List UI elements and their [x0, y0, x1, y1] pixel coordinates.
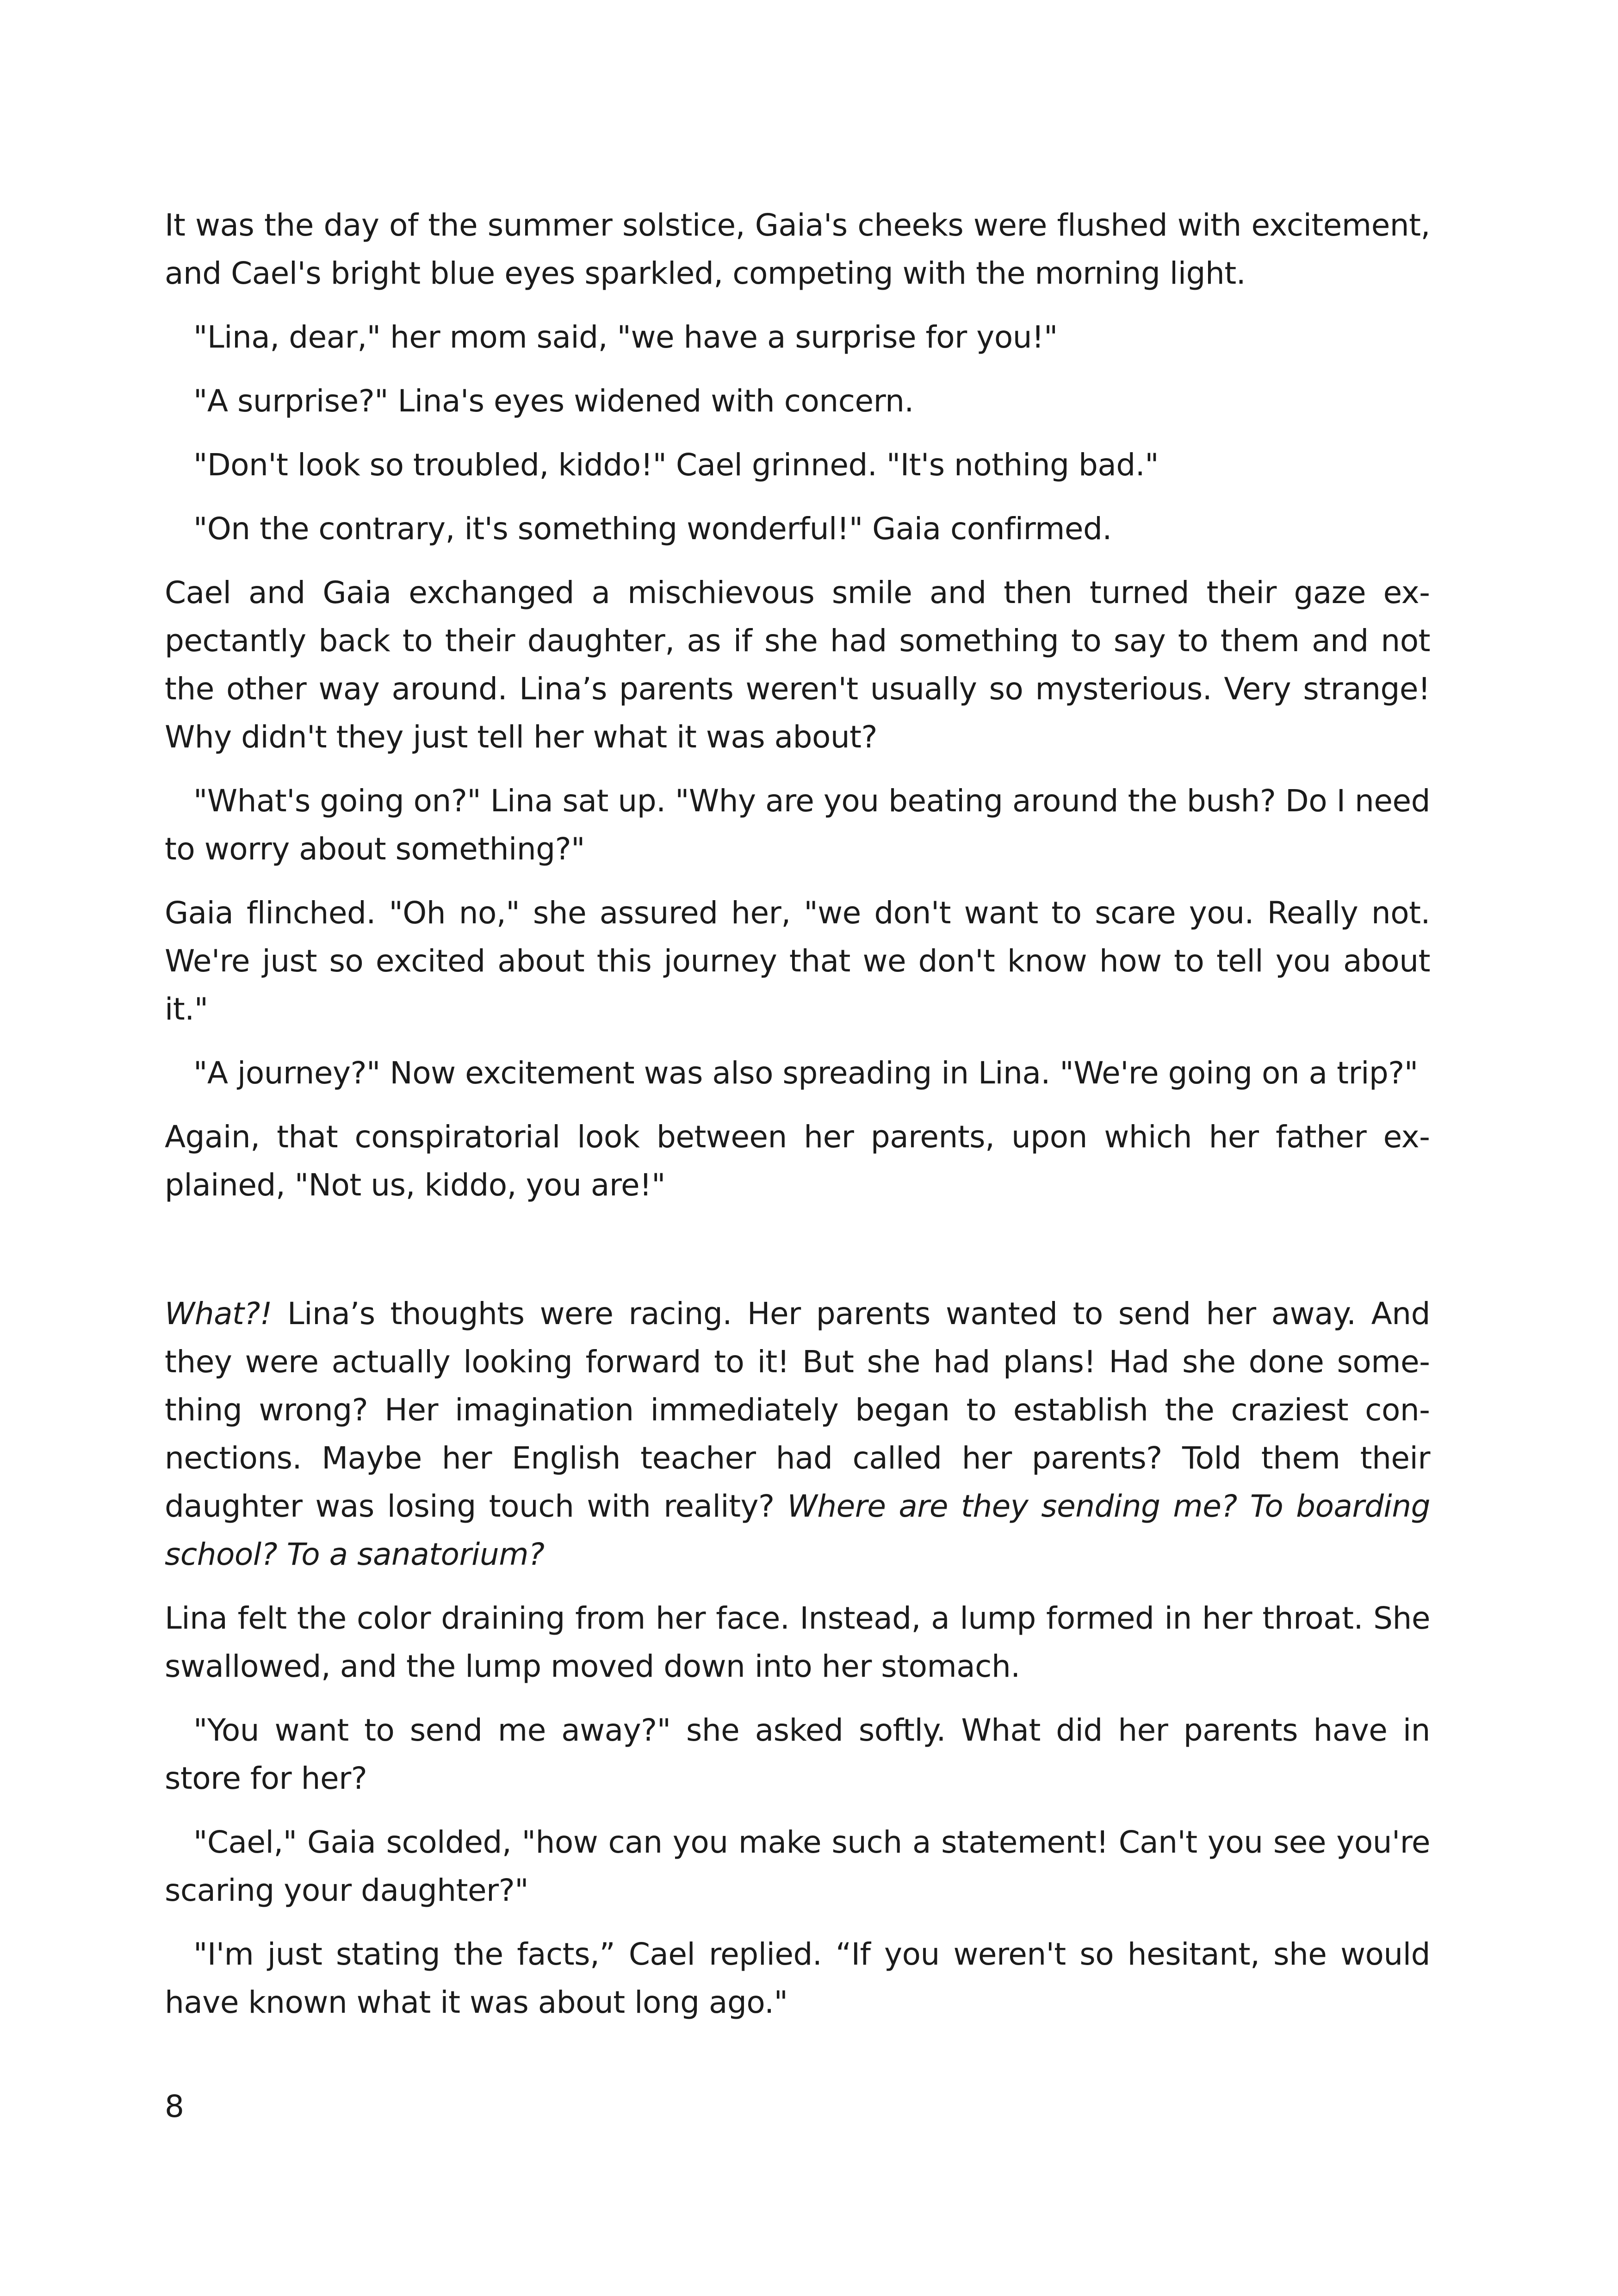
italic-text: Where are they sending me? To boarding school? To a sanatorium? [165, 1488, 1430, 1572]
paragraph-text: "I'm just stating the facts,” Cael replied. “If you weren't so hesitant, she would have known what it was about long ago." [165, 1936, 1430, 2020]
paragraph-text: "Lina, dear," her mom said, "we have a surprise for you!" [193, 319, 1058, 355]
paragraph-text: "You want to send me away?" she asked softly. What did her parents have in store for her? [165, 1712, 1430, 1796]
paragraph [165, 201, 1430, 298]
paragraph-text: "Cael," Gaia scolded, "how can you make such a statement! Can't you see you're scaring your daughter?" [165, 1824, 1430, 1908]
paragraph-text: "On the contrary, it's something wonderful!" Gaia confirmed. [193, 511, 1112, 547]
paragraph [165, 1594, 1430, 1691]
paragraph-text: Lina felt the color draining from her face. Instead, a lump formed in her throat. She swallowed, and the lump moved down into her stomach. [165, 1600, 1430, 1684]
paragraph [165, 1290, 1430, 1579]
paragraph-text: It was the day of the summer solstice, Gaia's cheeks were flushed with excitement, and Cael's bright blue eyes sparkled, competing with the morning light. [165, 207, 1430, 291]
italic-text: What?! [165, 1296, 272, 1332]
page-body [165, 201, 1430, 2042]
paragraph-text: "A surprise?" Lina's eyes widened with concern. [193, 383, 914, 419]
paragraph [165, 1113, 1430, 1209]
paragraph [165, 777, 1430, 873]
paragraph-text: Gaia flinched. "Oh no," she assured her, "we don't want to scare you. Really not. We're just so excited about this journey that we don't know how to tell you about it." [165, 895, 1430, 1027]
paragraph [165, 1818, 1430, 1915]
paragraph [165, 1706, 1430, 1803]
page-number: 8 [165, 2089, 184, 2124]
paragraph-text: "Don't look so troubled, kiddo!" Cael grinned. "It's nothing bad." [193, 447, 1159, 483]
paragraph [165, 441, 1430, 489]
paragraph-text: Lina’s thoughts were racing. Her parents wanted to send her away. And they were actually looking forward to it! But she had plans! Had she done something wrong? Her imagination immediately began to establish the craziest connections. Maybe her English teacher had called her parents? Told them their daughter was losing touch with reality? [165, 1296, 1430, 1524]
paragraph-text: Again, that conspiratorial look between her parents, upon which her father explained, "Not us, kiddo, you are!" [165, 1119, 1430, 1203]
paragraph [165, 569, 1430, 761]
paragraph [165, 377, 1430, 425]
paragraph-text: Cael and Gaia exchanged a mischievous smile and then turned their gaze expectantly back to their daughter, as if she had something to say to them and not the other way around. Lina’s parents weren't usually so mysterious. Very strange! Why didn't they just tell her what it was about? [165, 575, 1430, 755]
paragraph [165, 313, 1430, 361]
paragraph [165, 1930, 1430, 2027]
paragraph [165, 505, 1430, 553]
section-break [165, 1225, 1430, 1290]
paragraph-text: "A journey?" Now excitement was also spreading in Lina. "We're going on a trip?" [193, 1055, 1418, 1091]
paragraph [165, 1049, 1430, 1097]
paragraph-text: "What's going on?" Lina sat up. "Why are you beating around the bush? Do I need to worry about something?" [165, 783, 1430, 867]
paragraph [165, 889, 1430, 1033]
